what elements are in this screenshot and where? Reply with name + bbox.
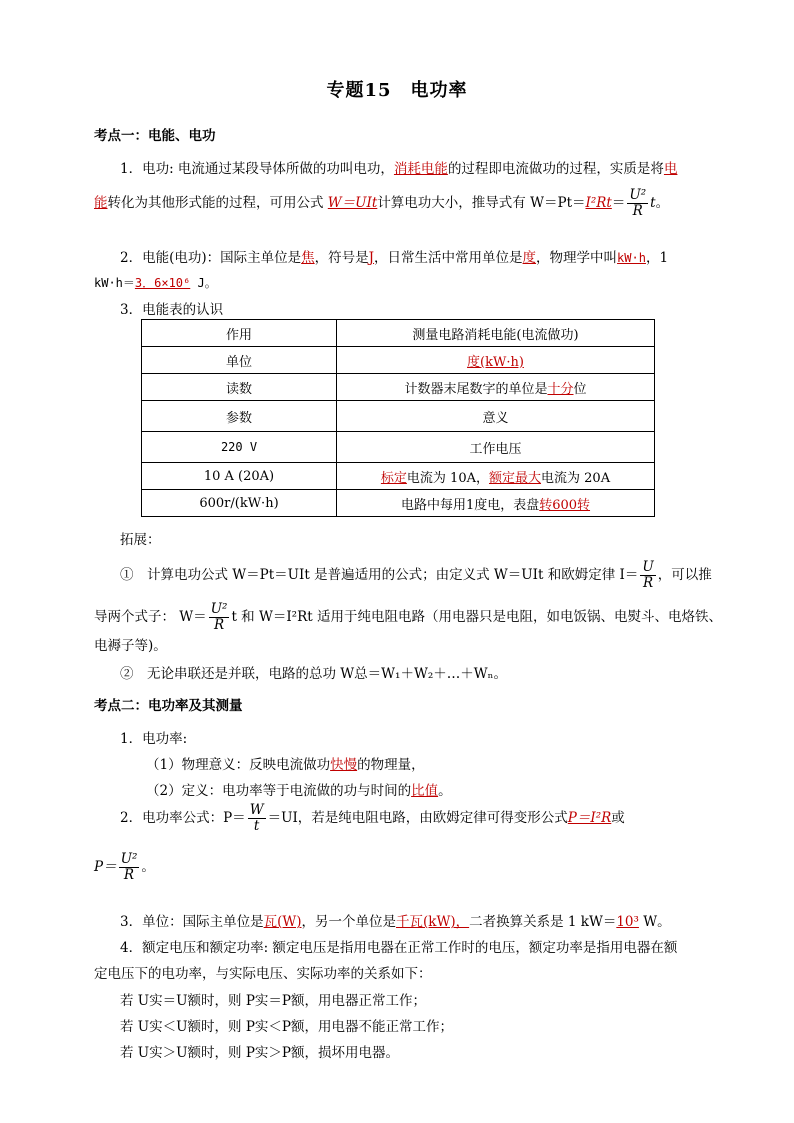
text: t 和 W＝I²Rt 适用于纯电阻电路（用电器只是电阻，如电饭锅、电熨斗、电烙铁、 <box>231 608 722 625</box>
text: 转化为其他形式能的过程，可用公式 <box>107 194 328 211</box>
fraction-denominator: R <box>632 202 643 219</box>
answer-blank: 消耗电能 <box>393 161 448 177</box>
fraction-denominator: R <box>123 866 135 883</box>
paragraph-case-less: 若 U实＜U额时，则 P实＜P额，用电器不能正常工作； <box>120 1019 454 1035</box>
text: （2）定义：电功率等于电流做的功与时间的 <box>146 783 412 799</box>
answer-blank: 千瓦(kW)， <box>396 914 470 930</box>
table-cell: 工作电压 <box>337 432 655 463</box>
paragraph-definition <box>146 779 452 799</box>
paragraph-power-formula <box>120 803 625 834</box>
answer-blank: 快慢 <box>330 757 358 773</box>
answer-blank: 瓦(W) <box>263 914 302 930</box>
table-cell: 作用 <box>142 320 337 347</box>
fraction <box>209 602 230 633</box>
fraction <box>248 803 266 834</box>
paragraph-electric-energy <box>120 246 668 266</box>
answer-blank: 10³ <box>616 914 639 930</box>
text: ，物理学中叫 <box>536 250 618 266</box>
meter-table <box>141 319 655 517</box>
table-cell: 单位 <box>142 347 337 374</box>
answer-blank: 比值 <box>411 783 439 799</box>
answer-blank: 焦 <box>301 250 315 266</box>
text: 电流为 10A， <box>406 470 489 486</box>
text: ，另一个单位是 <box>301 914 397 930</box>
paragraph-meter-intro: 3．电能表的认识 <box>120 302 224 318</box>
table-cell: 测量电路消耗电能(电流做功) <box>337 320 655 347</box>
table-row <box>142 347 655 374</box>
paragraph-electric-work-1 <box>120 157 677 177</box>
table-cell: 读数 <box>142 374 337 401</box>
answer-blank: 能 <box>94 194 108 211</box>
text: 或 <box>611 809 625 826</box>
fraction-numerator: U² <box>120 851 138 867</box>
paragraph-physical-meaning <box>146 753 425 773</box>
paragraph-case-equal: 若 U实＝U额时，则 P实＝P额，用电器正常工作； <box>120 993 427 1009</box>
table-cell: 参数 <box>142 401 337 432</box>
text: （1）物理意义：反映电流做功 <box>146 757 331 773</box>
fraction <box>627 188 648 219</box>
text: 。 <box>655 194 670 211</box>
fraction-numerator: U <box>642 559 654 575</box>
answer-blank: 标定 <box>380 470 407 486</box>
answer-blank: 3．6×10⁶ <box>134 276 191 290</box>
extension-label: 拓展： <box>120 532 161 548</box>
text: ，符号是 <box>314 250 369 266</box>
text: 计算电功大小，推导式有 W＝Pt＝ <box>377 194 586 211</box>
table-row <box>142 490 655 517</box>
text: t <box>650 194 656 211</box>
text: 导两个式子： W＝ <box>94 608 207 625</box>
paragraph-rated-2: 定电压下的电功率，与实际电压、实际功率的关系如下： <box>94 966 432 982</box>
fraction-numerator: U² <box>210 601 228 617</box>
extension-line-3: 电褥子等)。 <box>94 638 167 654</box>
paragraph-case-greater: 若 U实＞U额时，则 P实＞P额，损坏用电器。 <box>120 1045 400 1061</box>
text: W。 <box>638 914 671 930</box>
text: 二者换算关系是 1 kW＝ <box>469 914 617 930</box>
section-heading-1: 考点一：电能、电功 <box>94 128 216 144</box>
answer-blank: W＝UIt <box>327 194 378 211</box>
answer-blank: 度 <box>522 250 537 266</box>
text: 1．电功: 电流通过某段导体所做的功叫电功， <box>120 161 394 177</box>
fraction-denominator: t <box>253 817 260 834</box>
extension-line-2 <box>94 602 722 633</box>
paragraph-electric-work-2 <box>94 188 669 219</box>
paragraph-rated-1: 4．额定电压和额定功率: 额定电压是指用电器在正常工作时的电压，额定功率是指用电器在额 <box>120 940 678 956</box>
answer-blank: 转600转 <box>539 497 591 513</box>
answer-blank: I²Rt <box>585 194 612 211</box>
table-cell <box>337 347 655 374</box>
extension-line-4: ② 无论串联还是并联，电路的总功 W总＝W₁＋W₂＋…＋Wₙ。 <box>120 666 507 682</box>
answer-blank: J <box>368 250 375 266</box>
section-heading-2: 考点二：电功率及其测量 <box>94 698 243 714</box>
text: kW·h＝ <box>94 276 135 290</box>
table-cell <box>337 463 655 490</box>
table-row <box>142 432 655 463</box>
table-row <box>142 463 655 490</box>
table-cell: 10 A (20A) <box>142 463 337 490</box>
table-cell <box>337 490 655 517</box>
paragraph-power-title: 1．电功率: <box>120 731 188 747</box>
table-cell: 意义 <box>337 401 655 432</box>
extension-line-1 <box>120 560 712 591</box>
text: ，1 <box>645 250 669 266</box>
paragraph-units <box>120 910 671 930</box>
text: ＝ <box>611 194 626 211</box>
page-title: 专题15 电功率 <box>326 80 468 101</box>
answer-blank: 十分 <box>547 381 574 397</box>
text: 电路中每用1度电，表盘 <box>400 497 540 513</box>
answer-blank: 额定最大 <box>489 470 542 486</box>
fraction-denominator: R <box>642 574 654 591</box>
text: 的物理量， <box>357 757 425 773</box>
text: 电流为 20A <box>541 470 611 486</box>
answer-blank: 度(kW·h) <box>467 354 524 370</box>
table-cell: 600r/(kW·h) <box>142 490 337 517</box>
text: 2．电能(电功)：国际主单位是 <box>120 250 302 266</box>
text: ＝UI，若是纯电阻电路，由欧姆定律可得变形公式 <box>267 809 568 826</box>
text: 。 <box>141 858 155 875</box>
fraction <box>119 852 140 883</box>
text: 的过程即电流做功的过程，实质是将 <box>447 161 664 177</box>
fraction <box>640 560 655 591</box>
fraction-numerator: W <box>249 802 264 818</box>
table-cell <box>337 374 655 401</box>
paragraph-unit-conversion <box>94 274 217 291</box>
text: 3．单位：国际主单位是 <box>120 914 264 930</box>
answer-blank: P＝I²R <box>567 809 612 826</box>
text: ① 计算电功公式 W＝Pt＝UIt 是普遍适用的公式；由定义式 W＝UIt 和欧姆定律 I＝ <box>120 566 639 583</box>
paragraph-power-formula-2 <box>94 852 155 883</box>
fraction-numerator: U² <box>629 187 647 203</box>
text: J。 <box>190 276 217 290</box>
text: ，日常生活中常用单位是 <box>374 250 523 266</box>
text: 。 <box>438 783 452 799</box>
text: P＝ <box>94 858 117 875</box>
answer-blank: kW·h <box>617 251 646 265</box>
table-row <box>142 320 655 347</box>
text: 计数器末尾数字的单位是 <box>404 381 548 397</box>
text: ，可以推 <box>657 566 712 583</box>
table-row <box>142 401 655 432</box>
table-cell: 220 V <box>142 432 337 463</box>
text: 位 <box>573 381 587 397</box>
text: 2．电功率公式：P＝ <box>120 809 246 826</box>
answer-blank: 电 <box>663 161 678 177</box>
fraction-denominator: R <box>213 616 225 633</box>
table-row <box>142 374 655 401</box>
